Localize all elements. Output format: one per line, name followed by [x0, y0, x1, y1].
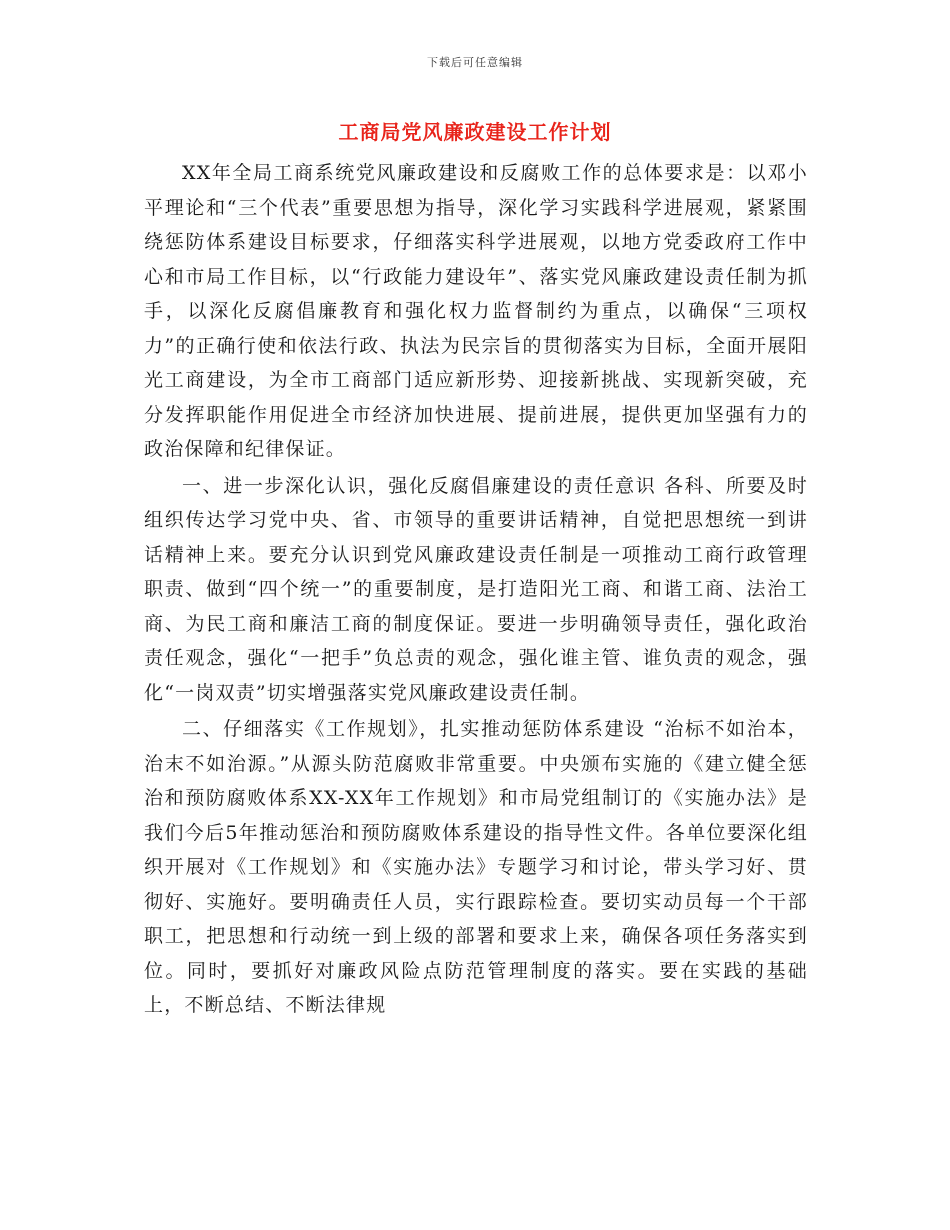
- paragraph-section-2: 二、仔细落实《工作规划》，扎实推动惩防体系建设 “治标不如治本，治末不如治源。”从源头防范腐败非常重要。中央颁布实施的《建立健全惩治和预防腐败体系XX-XX年工作规划》和市局党组制订的《实施办法》是我们今后5年推动惩治和预防腐败体系建设的指导性文件。各单位要深化组织开展对《工作规划》和《实施办法》专题学习和讨论，带头学习好、贯彻好、实施好。要明确责任人员，实行跟踪检查。要切实动员每一个干部职工，把思想和行动统一到上级的部署和要求上来，确保各项任务落实到位。同时，要抓好对廉政风险点防范管理制度的落实。要在实践的基础上，不断总结、不断法律规: [144, 718, 808, 1016]
- paragraph-section-1: 一、进一步深化认识，强化反腐倡廉建设的责任意识 各科、所要及时组织传达学习党中央、省、市领导的重要讲话精神，自觉把思想统一到讲话精神上来。要充分认识到党风廉政建设责任制是一项推动工商行政管理职责、做到“四个统一”的重要制度，是打造阳光工商、和谐工商、法治工商、为民工商和廉洁工商的制度保证。要进一步明确领导责任，强化政治责任观念，强化“一把手”负总责的观念，强化谁主管、谁负责的观念，强化“一岗双责”切实增强落实党风廉政建设责任制。: [144, 474, 808, 704]
- paragraph-intro: XX年全局工商系统党风廉政建设和反腐败工作的总体要求是：以邓小平理论和“三个代表”重要思想为指导，深化学习实践科学进展观，紧紧围绕惩防体系建设目标要求，仔细落实科学进展观，以地方党委政府工作中心和市局工作目标，以“行政能力建设年”、落实党风廉政建设责任制为抓手，以深化反腐倡廉教育和强化权力监督制约为重点，以确保“三项权力”的正确行使和依法行政、执法为民宗旨的贯彻落实为目标，全面开展阳光工商建设，为全市工商部门适应新形势、迎接新挑战、实现新突破，充分发挥职能作用促进全市经济加快进展、提前进展，提供更加坚强有力的政治保障和纪律保证。: [144, 162, 808, 460]
- header-note: 下载后可任意编辑: [427, 56, 523, 69]
- document-body: [144, 156, 808, 1025]
- document-title: 工商局党风廉政建设工作计划: [338, 120, 612, 144]
